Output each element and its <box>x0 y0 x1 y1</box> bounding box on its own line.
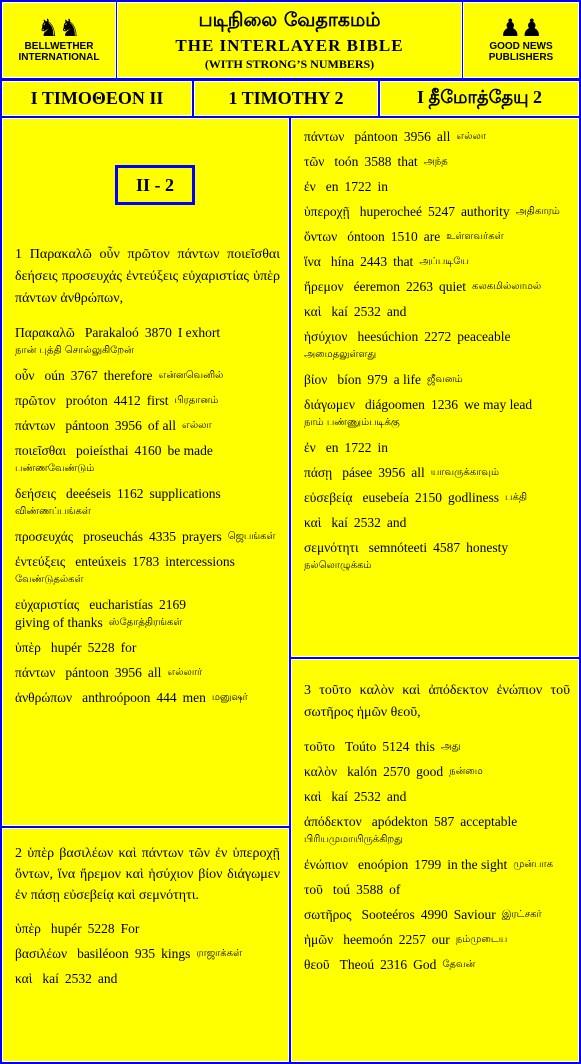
transliteration: toú <box>332 882 351 897</box>
left-logo-line1: BELLWETHER <box>24 41 94 52</box>
transliteration: Theoú <box>339 957 375 972</box>
transliteration: Parakaloó <box>84 325 139 340</box>
transliteration: pántoon <box>354 129 398 144</box>
word-entry <box>304 178 570 196</box>
left-logo-line2: INTERNATIONAL <box>18 52 100 63</box>
transliteration: diágoomen <box>364 397 425 412</box>
word-entry <box>304 881 570 899</box>
transliteration: éeremon <box>353 279 401 294</box>
greek-word: πάντων <box>304 129 345 144</box>
english-gloss: giving of thanks <box>15 615 103 630</box>
english-gloss: that <box>393 254 414 269</box>
strongs-number: 2257 <box>398 932 426 947</box>
verse3-text: 3 τοῦτο καλὸν καὶ ἀπόδεκτον ἐνώπιον τοῦ σωτῆρος ἡμῶν θεοῦ, <box>304 683 570 720</box>
strongs-number: 3588 <box>356 882 384 897</box>
verse2-word-list-left <box>15 920 280 988</box>
verse1-panel <box>2 118 289 826</box>
tamil-gloss: அதிகாரம் <box>515 206 560 217</box>
tamil-gloss: நல்லொழுக்கம் <box>304 560 372 571</box>
transliteration: Toúto <box>345 739 377 754</box>
strongs-number: 3956 <box>114 418 142 433</box>
english-gloss: I exhort <box>177 325 221 340</box>
transliteration: kalón <box>347 764 378 779</box>
book-tamil: I தீமோத்தேயு 2 <box>380 81 579 116</box>
greek-word: ἀπόδεκτον <box>304 814 362 829</box>
strongs-number: 5228 <box>87 640 115 655</box>
greek-word: πάντων <box>15 418 56 433</box>
english-gloss: therefore <box>103 368 153 383</box>
strongs-number: 2272 <box>424 329 452 344</box>
english-gloss: in the sight <box>447 857 508 872</box>
greek-word: τοῦτο <box>304 739 336 754</box>
word-entry <box>304 813 570 849</box>
english-gloss: all <box>411 465 425 480</box>
transliteration: hupér <box>50 640 82 655</box>
word-entry <box>15 367 280 385</box>
greek-word: ἀνθρώπων <box>15 690 73 705</box>
greek-word: βασιλέων <box>15 946 68 961</box>
transliteration: proóton <box>65 393 108 408</box>
greek-word: καὶ <box>15 971 33 986</box>
english-gloss: and <box>386 789 407 804</box>
greek-word: καὶ <box>304 789 322 804</box>
transliteration: eusebeía <box>362 490 410 505</box>
word-entry <box>15 553 280 589</box>
transliteration: basiléoon <box>77 946 129 961</box>
tamil-gloss: பிரதானம் <box>174 395 219 406</box>
english-gloss: for <box>120 640 137 655</box>
word-entry <box>15 920 280 938</box>
verse3-panel <box>291 659 579 1062</box>
english-gloss: good <box>416 764 444 779</box>
greek-word: θεοῦ <box>304 957 330 972</box>
title-block <box>117 2 462 78</box>
greek-word: προσευχάς <box>15 529 74 544</box>
strongs-number: 2532 <box>353 789 381 804</box>
flock-icon: ♞♞ <box>37 16 81 42</box>
greek-word: πάντων <box>15 665 56 680</box>
tamil-gloss: யாவருக்காவும் <box>430 467 499 478</box>
english-gloss: this <box>415 739 435 754</box>
verse1-text: 1 Παρακαλῶ οὖν πρῶτον πάντων ποιεῖσθαι δεήσεις προσευχάς ἐντεύξεις εὐχαριστίας ὑπὲρ πάντων ἀνθρώπων, <box>15 247 280 306</box>
transliteration: toón <box>334 154 359 169</box>
word-entry <box>304 328 570 364</box>
word-entry <box>15 664 280 682</box>
english-gloss: supplications <box>149 486 221 501</box>
strongs-number: 5124 <box>382 739 410 754</box>
strongs-number: 1236 <box>430 397 458 412</box>
greek-word: ἐνώπιον <box>304 857 348 872</box>
transliteration: proseuchás <box>83 529 144 544</box>
english-gloss: godliness <box>448 490 500 505</box>
word-entry <box>304 371 570 389</box>
greek-word: ἵνα <box>304 254 321 269</box>
tamil-gloss: பக்தி <box>505 492 528 503</box>
greek-word: ὑπὲρ <box>15 921 41 936</box>
transliteration: semnóteeti <box>368 540 428 555</box>
transliteration: hína <box>330 254 355 269</box>
strongs-number: 2316 <box>380 957 408 972</box>
greek-word: δεήσεις <box>15 486 57 501</box>
word-entry <box>15 639 280 657</box>
verse2-left-panel <box>2 828 289 1062</box>
tamil-gloss: தேவன் <box>442 959 476 970</box>
title-subtitle: (WITH STRONG’S NUMBERS) <box>204 57 375 71</box>
tamil-gloss: நம்முடைய <box>455 934 508 945</box>
tamil-gloss: வேண்டுதல்கள் <box>15 574 84 585</box>
english-gloss: honesty <box>466 540 509 555</box>
transliteration: kaí <box>331 515 348 530</box>
greek-word: σωτῆρος <box>304 907 352 922</box>
greek-word: Παρακαλῶ <box>15 325 75 340</box>
english-gloss: that <box>397 154 418 169</box>
strongs-number: 3588 <box>364 154 392 169</box>
strongs-number: 2443 <box>360 254 388 269</box>
strongs-number: 2532 <box>353 304 381 319</box>
word-entry <box>304 303 570 321</box>
greek-word: ἡσύχιον <box>304 329 348 344</box>
transliteration: apódekton <box>371 814 429 829</box>
tamil-gloss: நான் புத்தி சொல்லுகிறேன் <box>15 345 134 356</box>
greek-word: ἤρεμον <box>304 279 344 294</box>
strongs-number: 444 <box>156 690 177 705</box>
tamil-gloss: பண்ணவேண்டும் <box>15 463 95 474</box>
word-entry <box>304 278 570 296</box>
transliteration: en <box>325 179 339 194</box>
word-entry <box>304 396 570 432</box>
word-entry <box>304 738 570 756</box>
strongs-number: 2532 <box>353 515 381 530</box>
tamil-gloss: ஜெபங்கள் <box>227 531 276 542</box>
english-gloss: are <box>423 229 441 244</box>
crowd-icon: ♟♟ <box>499 16 543 42</box>
english-gloss: all <box>147 665 162 680</box>
word-entry <box>304 539 570 575</box>
transliteration: kaí <box>42 971 59 986</box>
right-logo-line2: PUBLISHERS <box>488 52 554 63</box>
strongs-number: 2169 <box>158 597 186 612</box>
goodnews-logo <box>463 2 579 78</box>
english-gloss: Saviour <box>453 907 496 922</box>
english-gloss: kings <box>161 946 191 961</box>
strongs-number: 5247 <box>427 204 455 219</box>
right-logo-line1: GOOD NEWS <box>489 41 553 52</box>
greek-word: βίον <box>304 372 328 387</box>
strongs-number: 4412 <box>113 393 141 408</box>
english-gloss: authority <box>460 204 510 219</box>
verse2-text: 2 ὑπὲρ βασιλέων καὶ πάντων τῶν ἐν ὑπεροχῇ ὄντων, ἵνα ἤρεμον καὶ ἡσύχιον βίον διάγωμεν ἐν πάσῃ εὐσεβείᾳ καὶ σεμνότητι. <box>15 846 280 903</box>
greek-word: ὑπὲρ <box>15 640 41 655</box>
greek-word: ἐντεύξεις <box>15 554 66 569</box>
strongs-number: 1799 <box>414 857 442 872</box>
transliteration: heemoón <box>343 932 393 947</box>
strongs-number: 935 <box>134 946 156 961</box>
book-english: 1 TIMOTHY 2 <box>194 81 378 116</box>
word-entry <box>15 324 280 360</box>
bellwether-logo <box>2 2 116 78</box>
tamil-gloss: மனுஷர் <box>211 692 248 703</box>
strongs-number: 2532 <box>64 971 92 986</box>
tamil-gloss: நன்மை <box>449 766 483 777</box>
english-gloss: of <box>389 882 401 897</box>
transliteration: eucharistías <box>89 597 153 612</box>
tamil-gloss: அந்த <box>423 156 448 167</box>
english-gloss: men <box>182 690 206 705</box>
transliteration: kaí <box>331 789 348 804</box>
transliteration: huperocheé <box>359 204 422 219</box>
transliteration: bíon <box>337 372 362 387</box>
greek-word: τῶν <box>304 154 325 169</box>
tamil-gloss: எல்லா <box>182 420 212 431</box>
transliteration: Sooteéros <box>361 907 415 922</box>
word-entry <box>304 956 570 974</box>
chapter-label: II - 2 <box>115 165 195 205</box>
greek-word: σεμνότητι <box>304 540 359 555</box>
greek-word: καλὸν <box>304 764 338 779</box>
tamil-gloss: என்னவெனில் <box>158 370 224 381</box>
strongs-number: 979 <box>367 372 388 387</box>
transliteration: anthroópoon <box>82 690 151 705</box>
strongs-number: 3956 <box>114 665 142 680</box>
strongs-number: 2570 <box>383 764 411 779</box>
english-gloss: acceptable <box>460 814 518 829</box>
verse1-word-list <box>15 324 280 707</box>
tamil-gloss: ஜீவனம் <box>426 374 463 385</box>
transliteration: óntoon <box>347 229 385 244</box>
strongs-number: 4160 <box>134 443 162 458</box>
english-gloss: intercessions <box>165 554 235 569</box>
verse3-word-list <box>304 738 570 974</box>
word-entry <box>15 485 280 521</box>
word-entry <box>15 392 280 410</box>
greek-word: καὶ <box>304 304 322 319</box>
english-gloss: and <box>386 515 407 530</box>
transliteration: oún <box>44 368 65 383</box>
transliteration: poieísthai <box>75 443 129 458</box>
strongs-number: 1510 <box>390 229 418 244</box>
greek-word: ὄντων <box>304 229 338 244</box>
word-entry <box>304 514 570 532</box>
word-entry <box>304 464 570 482</box>
title-english: THE INTERLAYER BIBLE <box>175 36 404 55</box>
english-gloss: we may lead <box>463 397 533 412</box>
english-gloss: quiet <box>439 279 467 294</box>
word-entry <box>15 970 280 988</box>
verse2-right-panel <box>291 118 579 657</box>
word-entry <box>304 203 570 221</box>
word-entry <box>304 153 570 171</box>
title-tamil: படிநிலை வேதாகமம் <box>198 9 381 31</box>
transliteration: enoópion <box>357 857 409 872</box>
word-entry <box>15 442 280 478</box>
word-entry <box>304 489 570 507</box>
greek-word: τοῦ <box>304 882 323 897</box>
word-entry <box>304 128 570 146</box>
tamil-gloss: அமைதலுள்ளது <box>304 349 377 360</box>
english-gloss: prayers <box>182 529 222 544</box>
strongs-number: 2150 <box>415 490 443 505</box>
english-gloss: in <box>377 440 389 455</box>
word-entry <box>304 856 570 874</box>
english-gloss: first <box>146 393 169 408</box>
greek-word: πάσῃ <box>304 465 333 480</box>
tamil-gloss: ராஜாக்கள் <box>196 948 243 959</box>
strongs-number: 1722 <box>344 440 372 455</box>
strongs-number: 1722 <box>344 179 372 194</box>
tamil-gloss: கலகமில்லாமல் <box>472 281 542 292</box>
transliteration: deeéseis <box>66 486 111 501</box>
transliteration: heesúchion <box>357 329 419 344</box>
english-gloss: peaceable <box>457 329 511 344</box>
greek-word: εὐχαριστίας <box>15 597 80 612</box>
english-gloss: a life <box>393 372 421 387</box>
strongs-number: 4990 <box>420 907 448 922</box>
english-gloss: God <box>413 957 437 972</box>
greek-word: πρῶτον <box>15 393 56 408</box>
greek-word: ὑπεροχῇ <box>304 204 350 219</box>
greek-word: ἐν <box>304 440 316 455</box>
tamil-gloss: முன்பாக <box>513 859 554 870</box>
strongs-number: 2263 <box>406 279 434 294</box>
tamil-gloss: எல்லார் <box>167 667 203 678</box>
word-entry <box>15 417 280 435</box>
strongs-number: 3767 <box>70 368 98 383</box>
english-gloss: our <box>431 932 450 947</box>
word-entry <box>304 253 570 271</box>
tamil-gloss: அது <box>440 741 461 752</box>
transliteration: kaí <box>331 304 348 319</box>
tamil-gloss: இரட்சகர் <box>501 909 542 920</box>
strongs-number: 3956 <box>378 465 406 480</box>
strongs-number: 4335 <box>149 529 177 544</box>
english-gloss: and <box>386 304 407 319</box>
word-entry <box>304 931 570 949</box>
word-entry <box>15 689 280 707</box>
strongs-number: 1783 <box>132 554 160 569</box>
strongs-number: 1162 <box>117 486 144 501</box>
greek-word: διάγωμεν <box>304 397 355 412</box>
transliteration: pántoon <box>65 665 109 680</box>
english-gloss: be made <box>167 443 213 458</box>
word-entry <box>15 945 280 963</box>
greek-word: εὐσεβείᾳ <box>304 490 353 505</box>
greek-word: οὖν <box>15 368 35 383</box>
transliteration: pántoon <box>65 418 109 433</box>
strongs-number: 3956 <box>403 129 431 144</box>
greek-word: καὶ <box>304 515 322 530</box>
word-entry <box>304 228 570 246</box>
greek-word: ποιεῖσθαι <box>15 443 66 458</box>
strongs-number: 5228 <box>87 921 115 936</box>
english-gloss: in <box>377 179 389 194</box>
english-gloss: of all <box>147 418 177 433</box>
tamil-gloss: எல்லா <box>456 131 487 142</box>
greek-word: ἐν <box>304 179 316 194</box>
strongs-number: 587 <box>434 814 455 829</box>
tamil-gloss: அப்படியே <box>419 256 469 267</box>
transliteration: enteúxeis <box>75 554 127 569</box>
transliteration: pásee <box>342 465 373 480</box>
english-gloss: and <box>97 971 118 986</box>
transliteration: hupér <box>50 921 82 936</box>
word-entry <box>304 788 570 806</box>
tamil-gloss: நாம் பண்ணும்படிக்கு <box>304 417 400 428</box>
tamil-gloss: பிரியமுமாயிருக்கிறது <box>304 834 403 845</box>
greek-word: ἡμῶν <box>304 932 334 947</box>
transliteration: en <box>325 440 339 455</box>
word-entry <box>304 906 570 924</box>
english-gloss: all <box>436 129 451 144</box>
strongs-number: 4587 <box>433 540 461 555</box>
word-entry <box>15 528 280 546</box>
tamil-gloss: விண்ணப்பங்கள் <box>15 506 91 517</box>
book-greek: I TIMOΘEON II <box>2 81 192 116</box>
word-entry <box>304 439 570 457</box>
tamil-gloss: ஸ்தோத்திரங்கள் <box>108 617 183 628</box>
word-entry <box>15 596 280 632</box>
english-gloss: For <box>120 921 140 936</box>
verse2-word-list-right <box>304 128 570 575</box>
word-entry <box>304 763 570 781</box>
strongs-number: 3870 <box>144 325 172 340</box>
tamil-gloss: உள்ளவர்கள் <box>446 231 504 242</box>
